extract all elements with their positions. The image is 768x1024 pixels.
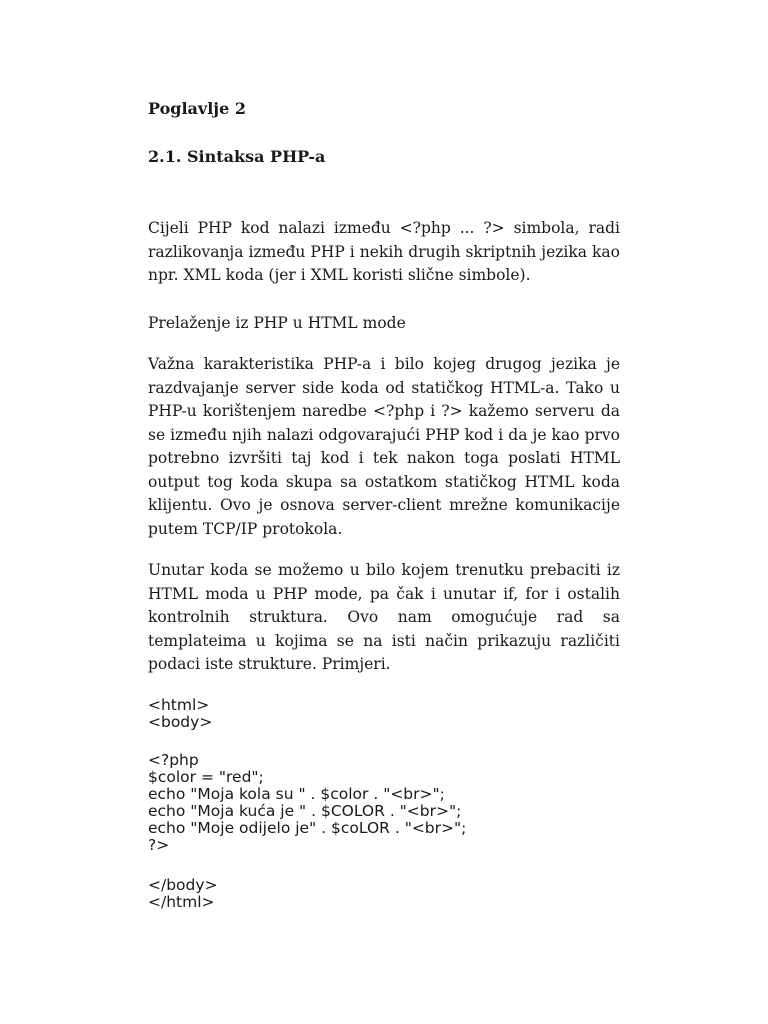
section-title: 2.1. Sintaksa PHP-a — [148, 147, 326, 166]
chapter-title: Poglavlje 2 — [148, 99, 246, 118]
paragraph-characteristics: Važna karakteristika PHP-a i bilo kojeg drugog jezika je razdvajanje server side koda od statičkog HTML-a. Tako u PHP-u korištenjem naredbe <?php i ?> kažemo serveru da se između njih nalazi odgovarajući PHP kod i da je kao prvo potrebno izvršiti taj kod i tek nakon toga poslati HTML output tog koda skupa sa ostatkom statičkog HTML koda klijentu. Ovo je osnova server-client mrežne komunikacije putem TCP/IP protokola. — [148, 355, 620, 538]
subheading-mode-switch: Prelaženje iz PHP u HTML mode — [148, 314, 406, 332]
code-block-html-close: </body> </html> — [148, 876, 218, 911]
code-block-html-open: <html> <body> — [148, 696, 213, 731]
paragraph-intro: Cijeli PHP kod nalazi između <?php ... ?> simbola, radi razlikovanja između PHP i nekih drugih skriptnih jezika kao npr. XML koda (jer i XML koristi slične simbole). — [148, 219, 620, 284]
paragraph-mode-switching: Unutar koda se možemo u bilo kojem trenutku prebaciti iz HTML moda u PHP mode, pa čak i unutar if, for i ostalih kontrolnih struktura. Ovo nam omogućuje rad sa templateima u kojima se na isti način prikazuju različiti podaci iste strukture. Primjeri. — [148, 561, 620, 673]
code-block-php: <?php $color = "red"; echo "Moja kola su " . $color . "<br>"; echo "Moja kuća je " . $COLOR . "<br>"; echo "Moje odijelo je" . $coLOR . "<br>"; ?> — [148, 751, 467, 854]
